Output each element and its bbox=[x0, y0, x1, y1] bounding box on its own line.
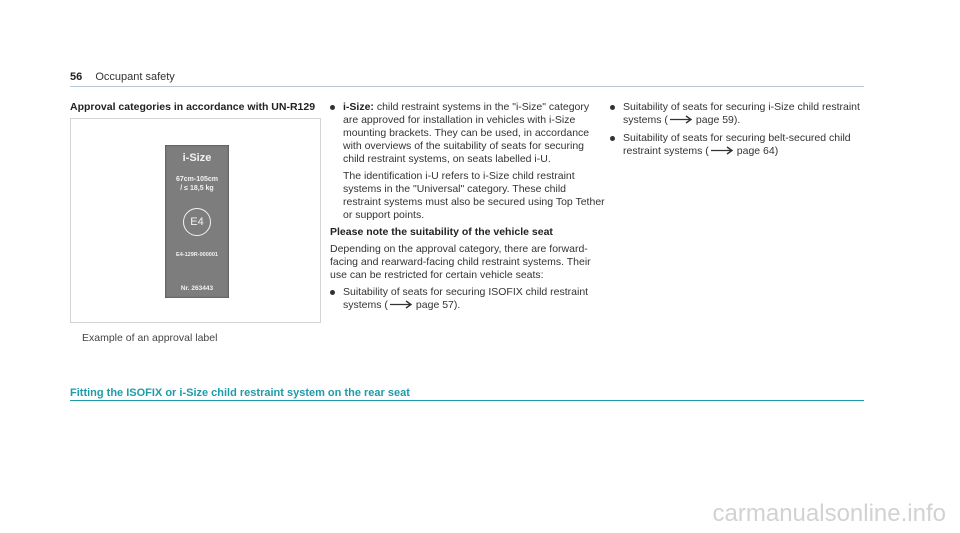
page-header bbox=[70, 71, 175, 83]
list-item bbox=[330, 286, 605, 313]
approval-label-image bbox=[165, 145, 229, 298]
label-weight-limit: / ≤ 18,5 kg bbox=[180, 185, 214, 192]
approval-label-figure bbox=[70, 118, 321, 323]
page-number: 56 bbox=[70, 71, 83, 83]
bullet-icon bbox=[330, 105, 335, 110]
isofix-suitability-text: Suitability of seats for securing ISOFIX child restraint systems ( bbox=[343, 286, 589, 311]
page-reference-arrow-icon bbox=[711, 146, 735, 159]
list-item bbox=[610, 101, 864, 128]
bullet-icon bbox=[330, 290, 335, 295]
label-serial-number: Nr. 263443 bbox=[180, 285, 214, 292]
iu-note: The identification i-U refers to i-Size child restraint systems in the "Universal" category. These child restraint systems must also be secured using Top Tether or support points. bbox=[343, 170, 605, 221]
belt-suitability-text: Suitability of seats for securing belt-secured child restraint systems ( bbox=[623, 132, 851, 157]
label-title: i-Size bbox=[182, 152, 212, 164]
approval-paragraph: Depending on the approval category, there are forward-facing and rearward-facing child restraint systems. Their use can be restricted for certain vehicle seats: bbox=[330, 243, 591, 281]
label-height-range: 67cm-105cm bbox=[175, 176, 219, 183]
approval-heading: Approval categories in accordance with UN-R129 bbox=[70, 101, 316, 113]
column-right bbox=[610, 101, 864, 163]
isize-term: i-Size: bbox=[343, 101, 374, 113]
fitting-divider bbox=[70, 400, 864, 401]
watermark: carmanualsonline.info bbox=[712, 500, 946, 527]
vehicle-seat-heading: Please note the suitability of the vehicle seat bbox=[330, 226, 553, 238]
section-name: Occupant safety bbox=[95, 71, 175, 83]
bullet-icon bbox=[610, 105, 615, 110]
label-approval-code: E4-129R-000001 bbox=[176, 252, 218, 258]
column-middle bbox=[330, 101, 605, 317]
bullet-icon bbox=[610, 136, 615, 141]
fitting-section-title: Fitting the ISOFIX or i-Size child restraint system on the rear seat bbox=[70, 387, 410, 399]
page-reference-arrow-icon bbox=[670, 115, 694, 128]
belt-page-link[interactable]: page 64) bbox=[736, 145, 779, 157]
list-item bbox=[330, 101, 605, 222]
column-left bbox=[70, 101, 325, 345]
isofix-page-link[interactable]: page 57). bbox=[415, 299, 461, 311]
page-reference-arrow-icon bbox=[390, 300, 414, 313]
isize-page-link[interactable]: page 59). bbox=[695, 114, 741, 126]
list-item bbox=[610, 132, 864, 159]
header-divider bbox=[70, 86, 864, 87]
isize-suitability-text: Suitability of seats for securing i-Size child restraint systems ( bbox=[623, 101, 860, 126]
isize-description: child restraint systems in the "i-Size" category are approved for installation in vehicles with i-Size mounting brackets. They can be used, in accordance with overviews of the suitability of seats for securing child restraint systems, on seats labelled i-U. bbox=[343, 101, 590, 165]
figure-caption: Example of an approval label bbox=[82, 332, 218, 344]
e4-mark-icon: E4 bbox=[183, 208, 211, 236]
